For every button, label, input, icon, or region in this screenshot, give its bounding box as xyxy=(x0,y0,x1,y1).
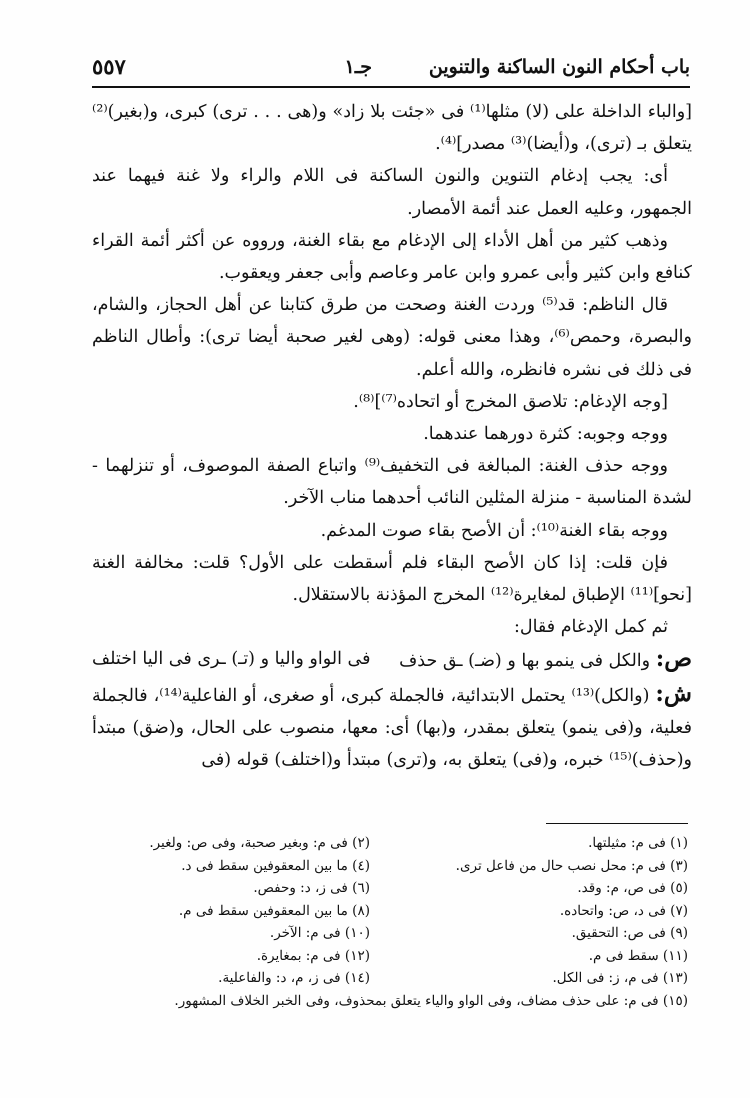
paragraph: وذهب كثير من أهل الأداء إلى الإدغام مع بقاء الغنة، ورووه عن أكثر أئمة القراء كنافع وابن كثير وأبى عمرو وابن عامر وعاصم وأبى جعفر ويعقوب. xyxy=(92,230,692,284)
chapter-title: باب أحكام النون الساكنة والتنوين xyxy=(428,56,690,78)
sharh-mark: ش: xyxy=(655,679,692,707)
paragraph: أى: يجب إدغام التنوين والنون الساكنة فى اللام والراء ولا غنة فيهما عند الجمهور، وعليه العمل عند أئمة الأمصار. xyxy=(92,166,692,219)
paragraph: فإن قلت: إذا كان الأصح البقاء فلم أسقطت على الأول؟ قلت: مخالفة الغنة [نحو]⁽¹¹⁾ الإطباق لمغايرة⁽¹²⁾ المخرج المؤذنة بالاستقلال. xyxy=(92,552,692,606)
verse-line xyxy=(92,643,692,677)
footnote-row xyxy=(100,967,688,990)
paragraph: ووجه بقاء الغنة⁽¹⁰⁾: أن الأصح بقاء صوت المدغم. xyxy=(320,520,668,541)
footnote: (١٠) فى م: الآخر. xyxy=(269,925,370,941)
paragraph: ثم كمل الإدغام فقال: xyxy=(513,617,668,638)
paragraph: [وجه الإدغام: تلاصق المخرج أو اتحاده⁽⁷⁾]⁽⁸⁾. xyxy=(353,391,668,412)
verse-text: والكل فى ينمو بها و (ضـ) ـق حذف xyxy=(399,651,651,672)
page-number: ٥٥٧ xyxy=(92,54,126,79)
commentary-text: (والكل)⁽¹³⁾ يحتمل الابتدائية، فالجملة كبرى، أو صغرى، أو الفاعلية⁽¹⁴⁾، فالجملة فعلية، و(فى ينمو) يتعلق بمقدر، و(بها) أى: معها، منصوب على الحال، و(ضق) مبتدأ و(حذف)⁽¹⁵⁾ خبره، و(فى) يتعلق به، و(ترى) مبتدأ و(اختلف) قوله (فى xyxy=(92,685,692,771)
footnote: (٦) فى ز، د: وحفص. xyxy=(253,880,370,896)
running-header xyxy=(92,52,690,86)
footnote-rule xyxy=(546,823,688,824)
paragraph: ووجه حذف الغنة: المبالغة فى التخفيف⁽⁹⁾ واتباع الصفة الموصوف، أو تنزلهما - لشدة المناسبة - منزلة المثلين النائب أحدهما مناب الآخر. xyxy=(92,456,692,509)
volume-label: جـ١ xyxy=(344,56,372,78)
paragraph: [والباء الداخلة على (لا) مثلها⁽¹⁾ فى «جئت بلا زاد» و(هى . . . ترى) كبرى، و(بغير)⁽²⁾ يتعلق بـ (ترى)، و(أيضا)⁽³⁾ مصدر]⁽⁴⁾. xyxy=(92,102,693,155)
paragraph: ووجه وجوبه: كثرة دورهما عندهما. xyxy=(423,424,668,445)
footnotes xyxy=(100,832,688,1012)
footnote-row xyxy=(100,877,688,900)
footnote: (١٣) فى م، ز: فى الكل. xyxy=(552,970,688,986)
footnote: (١١) سقط فى م. xyxy=(588,947,688,964)
verse-hemistich-first xyxy=(399,643,692,677)
footnote-row xyxy=(100,945,688,968)
commentary-paragraph xyxy=(92,678,692,777)
footnote: (٩) فى ص: التحقيق. xyxy=(571,925,688,941)
footnote-row xyxy=(100,855,688,878)
footnote-row xyxy=(100,990,688,1013)
footnote: (٣) فى م: محل نصب حال من فاعل ترى. xyxy=(455,857,688,874)
footnote-row xyxy=(100,832,688,855)
paragraph: قال الناظم: قد⁽⁵⁾ وردت الغنة وصحت من طرق كتابنا عن أهل الحجاز، والشام، والبصرة، وحمص⁽⁶⁾، وهذا معنى قوله: (وهى لغير صحبة أيضا ترى): وأطال الناظم فى ذلك فى نشره فانظره، والله أعلم. xyxy=(92,295,692,380)
footnote: (٧) فى د، ص: واتحاده. xyxy=(559,902,688,919)
verse-hemistich-second: فى الواو واليا و (تـ) ـرى فى اليا اختلف xyxy=(92,649,371,670)
main-text xyxy=(92,96,692,776)
footnote: (١٥) فى م: على حذف مضاف، وفى الواو والياء يتعلق بمحذوف، وفى الخبر الخلاف المشهور. xyxy=(174,992,688,1009)
verse-mark: ص: xyxy=(655,645,692,673)
footnote: (٢) فى م: وبغير صحبة، وفى ص: ولغير. xyxy=(149,835,370,851)
footnote-row xyxy=(100,900,688,923)
header-rule xyxy=(92,86,690,88)
footnote: (١٢) فى م: بمغايرة. xyxy=(256,947,370,964)
footnote: (٨) ما بين المعقوفين سقط فى م. xyxy=(178,902,370,919)
footnote: (١) فى م: مثيلتها. xyxy=(588,835,688,851)
footnote: (٥) فى ص، م: وقد. xyxy=(577,880,688,896)
footnote-row xyxy=(100,922,688,945)
footnote: (٤) ما بين المعقوفين سقط فى د. xyxy=(181,857,370,874)
footnote: (١٤) فى ز، م، د: والفاعلية. xyxy=(218,970,370,986)
